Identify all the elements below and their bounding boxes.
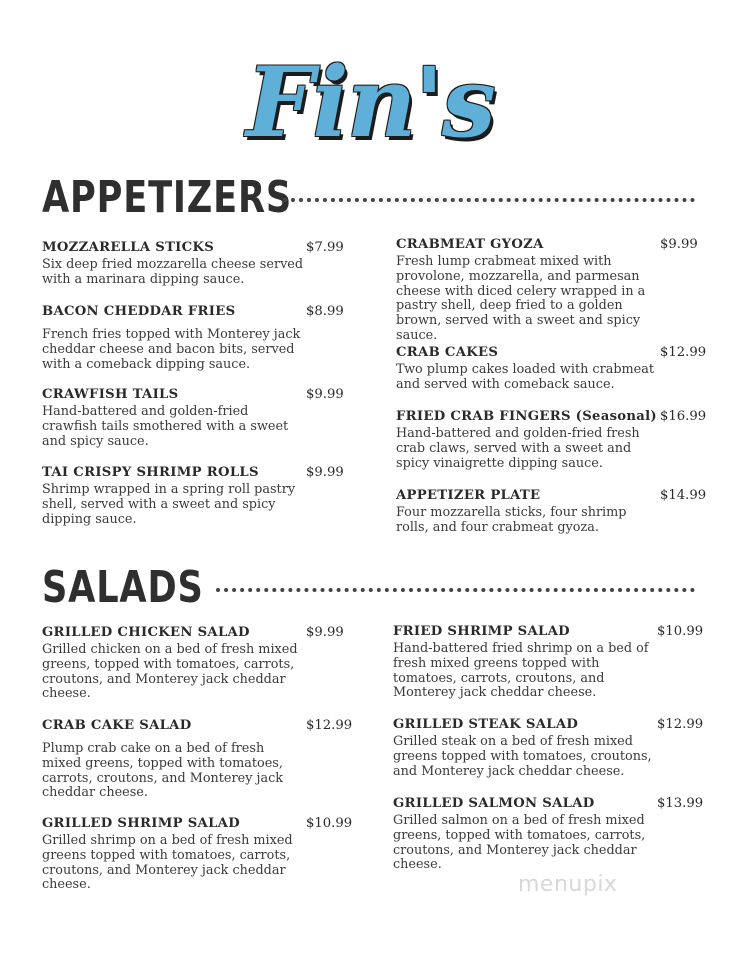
item-name: GRILLED SALMON SALAD	[393, 796, 595, 811]
menu-item	[42, 240, 347, 288]
item-name: CRAB CAKES	[396, 345, 499, 360]
menu-item	[393, 624, 704, 701]
salads-divider	[216, 588, 695, 592]
item-description: Four mozzarella sticks, four shrimp rolls, and four crabmeat gyoza.	[396, 505, 627, 535]
item-price: $7.99	[306, 240, 344, 255]
item-description: Hand-battered fried shrimp on a bed of fresh mixed greens topped with tomatoes, carrots, croutons, and Monterey jack cheddar cheese.	[393, 641, 649, 701]
menu-item	[42, 465, 347, 527]
menu-item	[396, 237, 701, 344]
item-name: CRAB CAKE SALAD	[42, 718, 192, 733]
item-description: Hand-battered and golden-fried fresh crab claws, served with a sweet and spicy vinaigrette dipping sauce.	[396, 426, 640, 471]
menu-item	[393, 717, 704, 779]
item-name: FRIED SHRIMP SALAD	[393, 624, 570, 639]
item-price: $14.99	[660, 488, 707, 503]
item-price: $12.99	[657, 717, 704, 732]
menu-item	[42, 625, 347, 702]
appetizers-title: APPETIZERS	[42, 172, 293, 223]
item-description: Hand-battered and golden-fried crawfish tails smothered with a sweet and spicy sauce.	[42, 404, 289, 449]
item-name: FRIED CRAB FINGERS (Seasonal)	[396, 409, 657, 424]
item-name: MOZZARELLA STICKS	[42, 240, 215, 255]
item-name: CRABMEAT GYOZA	[396, 237, 544, 252]
item-name: BACON CHEDDAR FRIES	[42, 304, 236, 319]
menu-item	[396, 409, 707, 471]
item-description: Plump crab cake on a bed of fresh mixed greens, topped with tomatoes, carrots, croutons, and Monterey jack cheddar cheese.	[42, 741, 284, 801]
item-price: $12.99	[306, 718, 353, 733]
item-description: Fresh lump crabmeat mixed with provolone, mozzarella, and parmesan cheese with diced celery wrapped in a pastry shell, deep fried to a golden brown, served with a sweet and spicy sauce.	[396, 254, 646, 343]
item-name: GRILLED CHICKEN SALAD	[42, 625, 250, 640]
item-price: $10.99	[657, 624, 704, 639]
item-name: GRILLED STEAK SALAD	[393, 717, 579, 732]
menu-item	[42, 718, 353, 801]
item-name: CRAWFISH TAILS	[42, 387, 179, 402]
menu-item	[42, 816, 353, 893]
item-description: Six deep fried mozzarella cheese served with a marinara dipping sauce.	[42, 257, 304, 287]
menu-item	[42, 304, 347, 372]
restaurant-name: Fin's	[246, 46, 494, 159]
item-price: $9.99	[306, 387, 344, 402]
item-description: Two plump cakes loaded with crabmeat and served with comeback sauce.	[396, 362, 655, 392]
item-description: Grilled shrimp on a bed of fresh mixed greens topped with tomatoes, carrots, croutons, and Monterey jack cheddar cheese.	[42, 833, 293, 893]
salads-title: SALADS	[42, 562, 204, 613]
item-price: $12.99	[660, 345, 707, 360]
item-price: $13.99	[657, 796, 704, 811]
item-name: APPETIZER PLATE	[396, 488, 541, 503]
item-price: $16.99	[660, 409, 707, 424]
item-description: Grilled salmon on a bed of fresh mixed greens, topped with tomatoes, carrots, croutons, and Monterey jack cheddar cheese.	[393, 813, 646, 873]
item-price: $10.99	[306, 816, 353, 831]
item-price: $8.99	[306, 304, 344, 319]
item-price: $9.99	[660, 237, 698, 252]
item-description: Shrimp wrapped in a spring roll pastry shell, served with a sweet and spicy dipping sauce.	[42, 482, 296, 527]
appetizers-divider	[283, 198, 695, 202]
item-price: $9.99	[306, 465, 344, 480]
menu-item	[393, 796, 704, 873]
menu-item	[396, 345, 707, 393]
item-name: TAI CRISPY SHRIMP ROLLS	[42, 465, 259, 480]
watermark: menupix	[518, 872, 618, 897]
menu-item	[396, 488, 707, 536]
restaurant-logo	[240, 38, 500, 168]
menu-item	[42, 387, 347, 449]
item-price: $9.99	[306, 625, 344, 640]
item-description: French fries topped with Monterey jack cheddar cheese and bacon bits, served with a comeback dipping sauce.	[42, 327, 301, 372]
item-name: GRILLED SHRIMP SALAD	[42, 816, 240, 831]
item-description: Grilled chicken on a bed of fresh mixed greens, topped with tomatoes, carrots, croutons, and Monterey jack cheddar cheese.	[42, 642, 298, 702]
item-description: Grilled steak on a bed of fresh mixed greens topped with tomatoes, croutons, and Monterey jack cheddar cheese.	[393, 734, 652, 779]
